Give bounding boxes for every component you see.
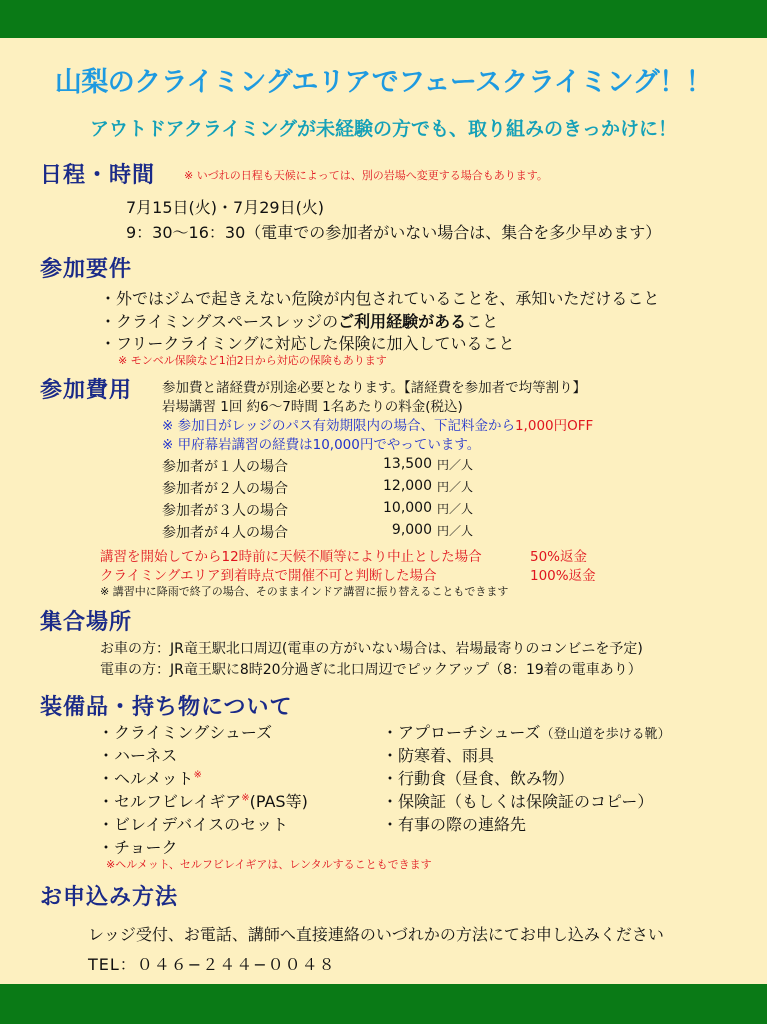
requirement-emphasis: ご利用経験がある [338,312,467,331]
fee-row-unit: 円／人 [437,502,474,516]
fee-row [162,500,474,520]
fees-discount-note: ※ 参加日がレッジのパス有効期限内の場合、下記料金から1,000円OFF [162,418,594,434]
requirement-item-1: ・外ではジムで起きえない危険が内包されていることを、承知いただけること [100,289,660,308]
apply-tel: TEL：０４６−２４４−００４８ [88,955,336,974]
equipment-item: ・チョーク [98,838,178,857]
fees-kofu-note: ※ 甲府幕岩講習の経費は10,000円でやっています。 [162,437,481,453]
page-title: 山梨のクライミングエリアでフェースクライミング！！ [54,67,713,98]
refund-rule-1-percent: 50%返金 [530,549,588,565]
fee-row-label: 参加者が２人の場合 [162,481,288,497]
equipment-item: ・ヘルメット※ [98,769,202,788]
top-green-band [0,0,767,38]
schedule-heading: 日程・時間 [40,163,156,188]
fee-row-amount: 10,000 [383,500,432,516]
fee-row-label: 参加者が１人の場合 [162,459,288,475]
page-subtitle: アウトドアクライミングが未経験の方でも、取り組みのきっかけに！ [90,118,677,140]
bottom-green-band [0,984,767,1024]
equipment-item: ・アプローチシューズ（登山道を歩ける靴） [382,723,671,742]
fee-row [162,478,474,498]
schedule-dates: 7月15日(火)・7月29日(火) [126,198,325,217]
rain-note: ※ 講習中に降雨で終了の場合、そのままインドア講習に振り替えることもできます [100,585,509,598]
schedule-note: ※ いづれの日程も天候によっては、別の岩場へ変更する場合もあります。 [184,169,548,182]
requirements-note: ※ モンベル保険など1泊2日から対応の保険もあります [118,354,387,367]
equipment-item: ・ハーネス [98,746,178,765]
refund-rule-2: クライミングエリア到着時点で開催不可と判断した場合 [100,568,437,584]
apply-text: レッジ受付、お電話、講師へ直接連絡のいづれかの方法にてお申し込みください [88,925,664,944]
equipment-item: ・行動食（昼食、飲み物） [382,769,575,788]
fee-row-amount: 13,500 [383,456,432,472]
rental-mark: ※ [241,792,250,804]
fees-heading: 参加費用 [40,378,133,403]
refund-rule-1: 講習を開始してから12時前に天候不順等により中止とした場合 [100,549,482,565]
fee-row-unit: 円／人 [437,524,474,538]
fee-row-amount: 12,000 [383,478,432,494]
fee-row-unit: 円／人 [437,458,474,472]
requirements-heading: 参加要件 [40,257,133,282]
fee-row-amount: 9,000 [391,522,432,538]
refund-rule-2-percent: 100%返金 [530,568,596,584]
requirement-item-3: ・フリークライミングに対応した保険に加入していること [100,334,515,353]
equipment-item: ・有事の際の連絡先 [382,815,527,834]
fees-line-1: 参加費と諸経費が別途必要となります。【諸経費を参加者で均等割り】 [162,380,587,396]
equipment-item: ・クライミングシューズ [98,723,273,742]
meeting-by-car: お車の方：JR竜王駅北口周辺(電車の方がいない場合は、岩場最寄りのコンビニを予定) [100,641,643,657]
fee-row [162,522,474,542]
equipment-item: ・セルフビレイギア※(PAS等) [98,792,308,811]
meeting-by-train: 電車の方：JR竜王駅に8時20分過ぎに北口周辺でピックアップ（8：19着の電車あり） [100,662,642,678]
fee-row-label: 参加者が４人の場合 [162,525,288,541]
equipment-item: ・ビレイデバイスのセット [98,815,289,834]
meeting-heading: 集合場所 [40,610,133,635]
requirement-item-2: ・クライミングスペースレッジのご利用経験があること [100,312,499,331]
schedule-time: 9：30〜16：30（電車での参加者がいない場合は、集合を多少早めます） [126,223,662,242]
fees-line-2: 岩場講習 1回 約6〜7時間 1名あたりの料金(税込) [162,399,463,415]
fee-row [162,456,474,476]
equipment-item: ・防寒着、雨具 [382,746,495,765]
equipment-note: ※ヘルメット、セルフビレイギアは、レンタルすることもできます [106,858,432,871]
equipment-heading: 装備品・持ち物について [40,695,293,720]
apply-heading: お申込み方法 [40,885,179,910]
rental-mark: ※ [193,769,202,781]
fee-row-label: 参加者が３人の場合 [162,503,288,519]
equipment-item: ・保険証（もしくは保険証のコピー） [382,792,654,811]
fee-row-unit: 円／人 [437,480,474,494]
